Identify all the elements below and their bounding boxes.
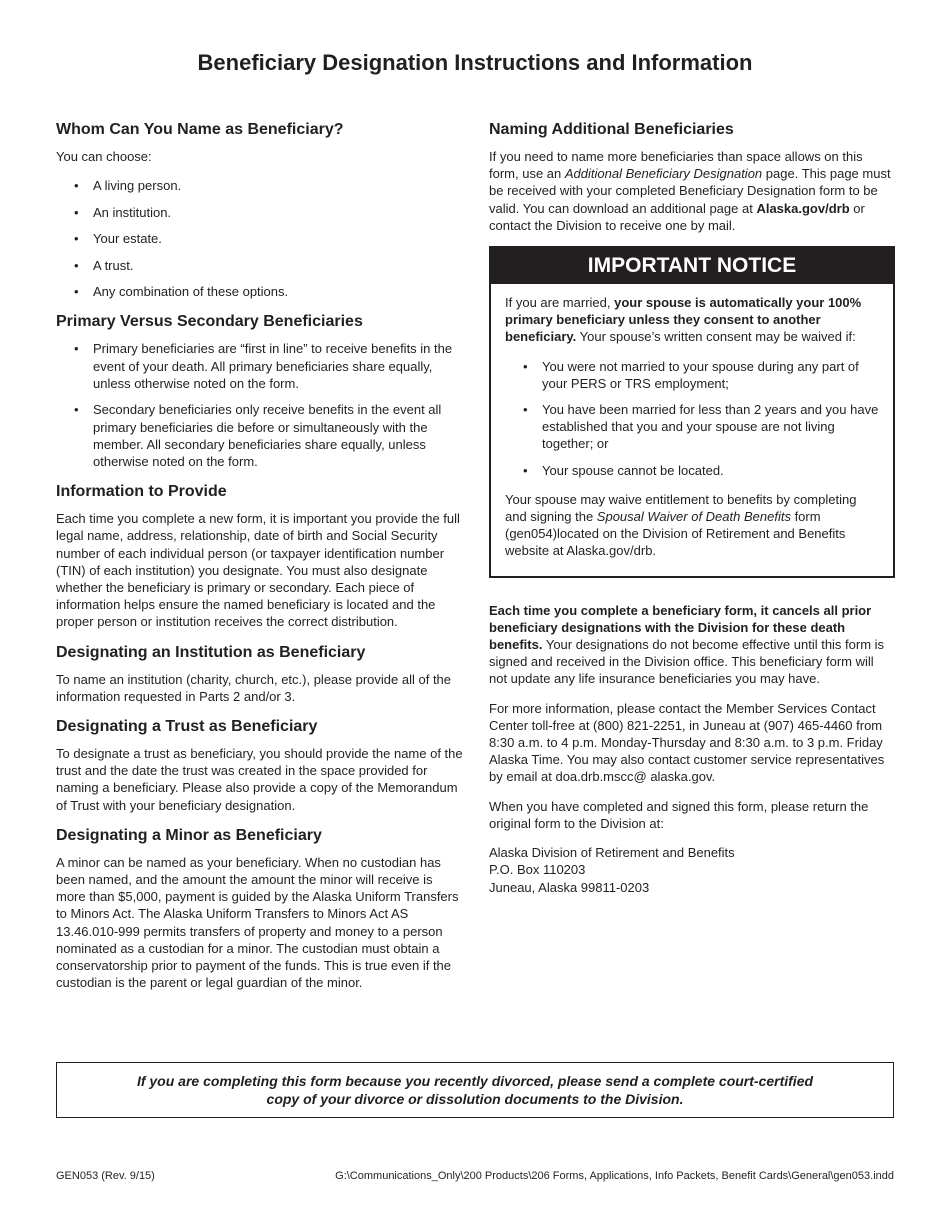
trust-body: To designate a trust as beneficiary, you should provide the name of the trust and the date the trust was created in the space provided for naming a beneficiary. Please also provide a copy of the Memorandum of Trust with your beneficiary designation. [56,745,463,813]
list-item: • You have been married for less than 2 years and you have established that you and your spouse are not living together; or [505,401,879,453]
mailing-address [489,844,895,896]
address-line: Juneau, Alaska 99811-0203 [489,879,650,895]
heading-trust: Designating a Trust as Beneficiary [56,717,318,735]
section-minor [56,826,464,992]
institution-body: To name an institution (charity, church, etc.), please provide all of the information requested in Parts 2 and/or 3. [56,671,452,704]
list-item: • A living person. [56,177,464,194]
list-item: • Primary beneficiaries are “first in line” to receive benefits in the event of your death. All primary beneficiaries share equally, unless otherwise noted on the form. [56,340,464,392]
heading-info: Information to Provide [56,483,227,501]
additional-body: If you need to name more beneficiaries than space allows on this form, use an Additional Beneficiary Designation page. This page must be received with your completed Beneficiary Designation form to be valid. You can download an additional page at Alaska.gov/drb or contact the Division to receive one by mail. [489,149,891,233]
section-info [56,482,464,630]
section-institution [56,643,464,705]
heading-institution: Designating an Institution as Beneficiary [56,643,366,661]
drb-link[interactable]: Alaska.gov/drb [756,200,850,216]
whom-list [56,177,464,300]
page-title: Beneficiary Designation Instructions and Information [197,50,753,75]
list-item: • Secondary beneficiaries only receive benefits in the event all primary beneficiaries die before or simultaneously with the member. All secondary beneficiaries share equally, unless otherwise noted on the form. [56,401,464,470]
section-additional [489,120,895,234]
heading-primary-secondary: Primary Versus Secondary Beneficiaries [56,313,363,331]
list-item: • Your spouse cannot be located. [505,462,879,479]
additional-form-name: Additional Beneficiary Designation [564,166,763,182]
list-item: • Any combination of these options. [56,283,464,300]
form-id: GEN053 (Rev. 9/15) [56,1170,155,1182]
left-column [56,120,464,1003]
minor-body: A minor can be named as your beneficiary. When no custodian has been named, and the amount the amount the minor will receive is more than $5,000, payment is guided by the Alaska Uniform Transfers to Minors Act. The Alaska Uniform Transfers to Minors Act AS 13.46.010-999 permits transfers of property and money to a person nominated as a custodian for a minor. The custodian must obtain a conservatorship prior to payment of the funds. This is true even if the custodian is the parent or legal guardian of the minor. [56,854,459,991]
section-trust [56,717,464,814]
primary-secondary-list [56,340,464,470]
important-notice-box [489,246,895,578]
list-item: • An institution. [56,204,464,221]
heading-additional: Naming Additional Beneficiaries [489,121,734,138]
address-line: P.O. Box 110203 [489,862,586,878]
cancel-notice: Each time you complete a beneficiary form, it cancels all prior beneficiary designations with the Division for these death benefits. Your designations do not become effective until this form is signed and received in the Division office. This beneficiary form will not update any life insurance beneficiaries you may have. [489,602,885,687]
divorce-notice-text: If you are completing this form because you recently divorced, please send a complete court-certified copy of your divorce or dissolution documents to the Division. [136,1073,814,1107]
info-body: Each time you complete a new form, it is important you provide the full legal name, address, relationship, date of birth and Social Security number of each individual person (or taxpayer identification number (TIN) of each institution) you designate. You must also designate whether the beneficiary is primary or secondary. Each piece of information helps ensure the named beneficiary is located and the proper person or institution receives the correct distribution. [56,511,460,630]
notice-list [505,358,879,479]
return-instructions: When you have completed and signed this form, please return the original form to the Division at: [489,798,869,831]
address-line: Alaska Division of Retirement and Benefits [489,845,735,861]
notice-waiver: Your spouse may waive entitlement to benefits by completing and signing the Spousal Waiver of Death Benefits form (gen054)located on the Division of Retirement and Benefits website at Alaska.gov/drb. [505,491,857,559]
section-primary-secondary [56,312,464,470]
contact-info: For more information, please contact the Member Services Contact Center toll-free at (800) 821-2251, in Juneau at (907) 465-4460 from 8:30 a.m. to 4 p.m. Monday-Thursday and 8:30 a.m. to 3 p.m. Friday Alaska Time. You may also contact customer service representatives by email at doa.drb.mscc@ alaska.gov. [489,700,885,785]
file-path: G:\Communications_Only\200 Products\206 Forms, Applications, Info Packets, Benefit Cards\General\gen053.indd [335,1170,894,1182]
important-notice-header: IMPORTANT NOTICE [491,248,893,284]
whom-intro: You can choose: [56,149,152,164]
list-item: • Your estate. [56,230,464,247]
heading-whom: Whom Can You Name as Beneficiary? [56,121,344,138]
section-whom [56,120,464,300]
list-item: • You were not married to your spouse during any part of your PERS or TRS employment; [505,358,879,392]
right-column [489,120,895,896]
important-notice-body [491,284,893,576]
heading-minor: Designating a Minor as Beneficiary [56,826,322,844]
list-item: • A trust. [56,257,464,274]
divorce-notice-box [56,1062,894,1118]
notice-intro: If you are married, your spouse is automatically your 100% primary beneficiary unless they consent to another beneficiary. Your spouse’s written consent may be waived if: [505,295,862,345]
